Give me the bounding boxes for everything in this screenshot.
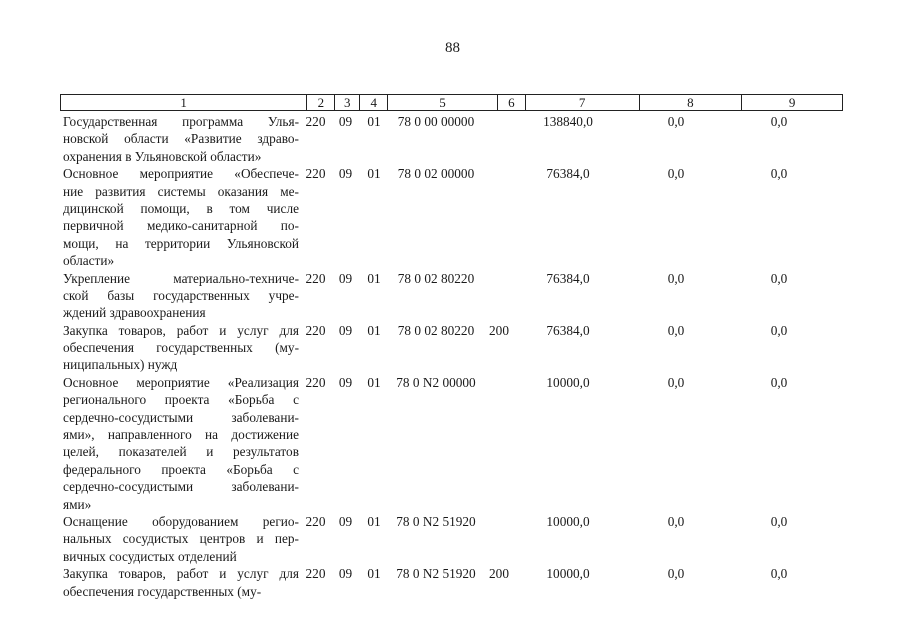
row-code-2: 220: [305, 270, 326, 286]
row-code-5: 78 0 02 80220: [397, 270, 475, 286]
row-name-line: ждений здравоохранения: [63, 305, 206, 321]
row-name-line: ями»: [63, 496, 92, 512]
row-name-line: федерального проекта «Борьба с: [63, 461, 299, 477]
row-code-6: [483, 513, 515, 565]
row-amount-8: 0,0: [667, 166, 685, 182]
header-col-8: 8: [640, 95, 743, 110]
row-amount-8: 0,0: [667, 114, 685, 129]
table-header: [60, 94, 843, 111]
page-number: 88: [445, 40, 460, 56]
row-name-line: Государственная программа Улья-: [63, 114, 299, 129]
row-name-line: обеспечения государственных (му-: [63, 340, 299, 356]
table-row: [63, 322, 843, 374]
row-code-4: 01: [367, 114, 381, 129]
row-name: [63, 565, 299, 600]
row-name-line: первичной медико-санитарной по-: [63, 218, 299, 234]
row-code-2: 220: [305, 513, 326, 529]
row-name-line: Закупка товаров, работ и услуг для: [63, 322, 299, 338]
row-name-line: ями», направленного на достижение: [63, 427, 299, 443]
row-name: [63, 113, 299, 165]
row-code-6: [483, 270, 515, 322]
row-code-4: 01: [367, 566, 381, 582]
row-code-6: [483, 165, 515, 269]
row-code-4: 01: [367, 374, 381, 390]
row-code-6: [483, 374, 515, 513]
table-row: [63, 113, 843, 165]
row-amount-9: 0,0: [770, 270, 788, 286]
row-amount-7: 10000,0: [546, 566, 590, 582]
table-row: [63, 270, 843, 322]
row-name-line: регионального проекта «Борьба с: [63, 392, 299, 408]
row-name-line: обеспечения государственных (му-: [63, 583, 262, 599]
row-name-line: охранения в Ульяновской области»: [63, 148, 262, 164]
table-row: [63, 565, 843, 600]
row-name: [63, 513, 299, 565]
row-name: [63, 270, 299, 322]
row-name-line: дицинской помощи, в том числе: [63, 200, 299, 216]
row-amount-7: 10000,0: [546, 513, 590, 529]
row-name-line: Оснащение оборудованием регио-: [63, 513, 299, 529]
row-amount-7: 76384,0: [546, 322, 590, 338]
row-amount-8: 0,0: [667, 322, 685, 338]
header-col-5: 5: [388, 95, 498, 110]
row-amount-8: 0,0: [667, 566, 685, 582]
row-code-3: 09: [338, 566, 353, 582]
row-code-3: 09: [338, 322, 353, 338]
row-code-4: 01: [367, 270, 381, 286]
row-code-6: 200: [489, 322, 509, 338]
row-code-4: 01: [367, 166, 381, 182]
row-code-3: 09: [338, 374, 353, 390]
row-code-2: 220: [305, 114, 326, 129]
header-col-3: 3: [335, 95, 360, 110]
row-name: [63, 165, 299, 269]
row-amount-8: 0,0: [667, 270, 685, 286]
row-amount-7: 76384,0: [546, 270, 590, 286]
row-code-5: 78 0 00 00000: [397, 114, 475, 129]
table-body: [63, 113, 843, 600]
row-name-line: новской области «Развитие здраво-: [63, 131, 299, 147]
row-name-line: Основное мероприятие «Обеспече-: [63, 166, 299, 182]
row-name-line: сердечно-сосудистыми заболевани-: [63, 479, 299, 495]
row-code-5: 78 0 N2 00000: [396, 374, 476, 390]
row-amount-9: 0,0: [770, 322, 788, 338]
row-amount-9: 0,0: [770, 114, 788, 129]
header-col-1: 1: [61, 95, 307, 110]
header-col-7: 7: [526, 95, 640, 110]
row-name-line: сердечно-сосудистыми заболевани-: [63, 409, 299, 425]
row-code-3: 09: [338, 166, 353, 182]
row-name-line: Укрепление материально-техниче-: [63, 270, 299, 286]
row-amount-7: 138840,0: [543, 114, 593, 129]
row-amount-9: 0,0: [770, 566, 788, 582]
row-amount-8: 0,0: [667, 513, 685, 529]
row-code-5: 78 0 02 80220: [397, 322, 475, 338]
row-code-5: 78 0 N2 51920: [396, 566, 476, 582]
table-row: [63, 513, 843, 565]
row-amount-9: 0,0: [770, 374, 788, 390]
row-code-2: 220: [305, 374, 326, 390]
header-col-4: 4: [360, 95, 388, 110]
row-code-5: 78 0 02 00000: [397, 166, 475, 182]
row-name-line: мощи, на территории Ульяновской: [63, 235, 299, 251]
table-row: [63, 374, 843, 513]
header-col-6: 6: [498, 95, 526, 110]
header-col-9: 9: [788, 95, 796, 110]
row-name-line: нальных сосудистых центров и пер-: [63, 531, 299, 547]
row-name-line: Основное мероприятие «Реализация: [63, 374, 299, 390]
row-code-3: 09: [338, 270, 353, 286]
row-name: [63, 374, 299, 513]
row-name-line: ниципальных) нужд: [63, 357, 178, 373]
row-code-2: 220: [305, 322, 326, 338]
row-code-4: 01: [367, 513, 381, 529]
row-name-line: ской базы государственных учре-: [63, 287, 299, 303]
row-name-line: Закупка товаров, работ и услуг для: [63, 566, 299, 582]
row-amount-8: 0,0: [667, 374, 685, 390]
row-name-line: области»: [63, 253, 115, 269]
row-code-6: 200: [489, 566, 509, 582]
row-amount-9: 0,0: [770, 166, 788, 182]
row-amount-7: 10000,0: [546, 374, 590, 390]
row-code-2: 220: [305, 566, 326, 582]
row-name-line: ние развития системы оказания ме-: [63, 183, 299, 199]
row-code-3: 09: [338, 513, 353, 529]
row-code-6: [483, 113, 515, 165]
table-row: [63, 165, 843, 269]
row-name-line: целей, показателей и результатов: [63, 444, 299, 460]
header-col-2: 2: [307, 95, 335, 110]
row-code-2: 220: [305, 166, 326, 182]
row-name-line: вичных сосудистых отделений: [63, 548, 237, 564]
row-amount-9: 0,0: [770, 513, 788, 529]
row-code-5: 78 0 N2 51920: [396, 513, 476, 529]
row-code-4: 01: [367, 322, 381, 338]
row-name: [63, 322, 299, 374]
row-code-3: 09: [338, 114, 353, 129]
row-amount-7: 76384,0: [546, 166, 590, 182]
